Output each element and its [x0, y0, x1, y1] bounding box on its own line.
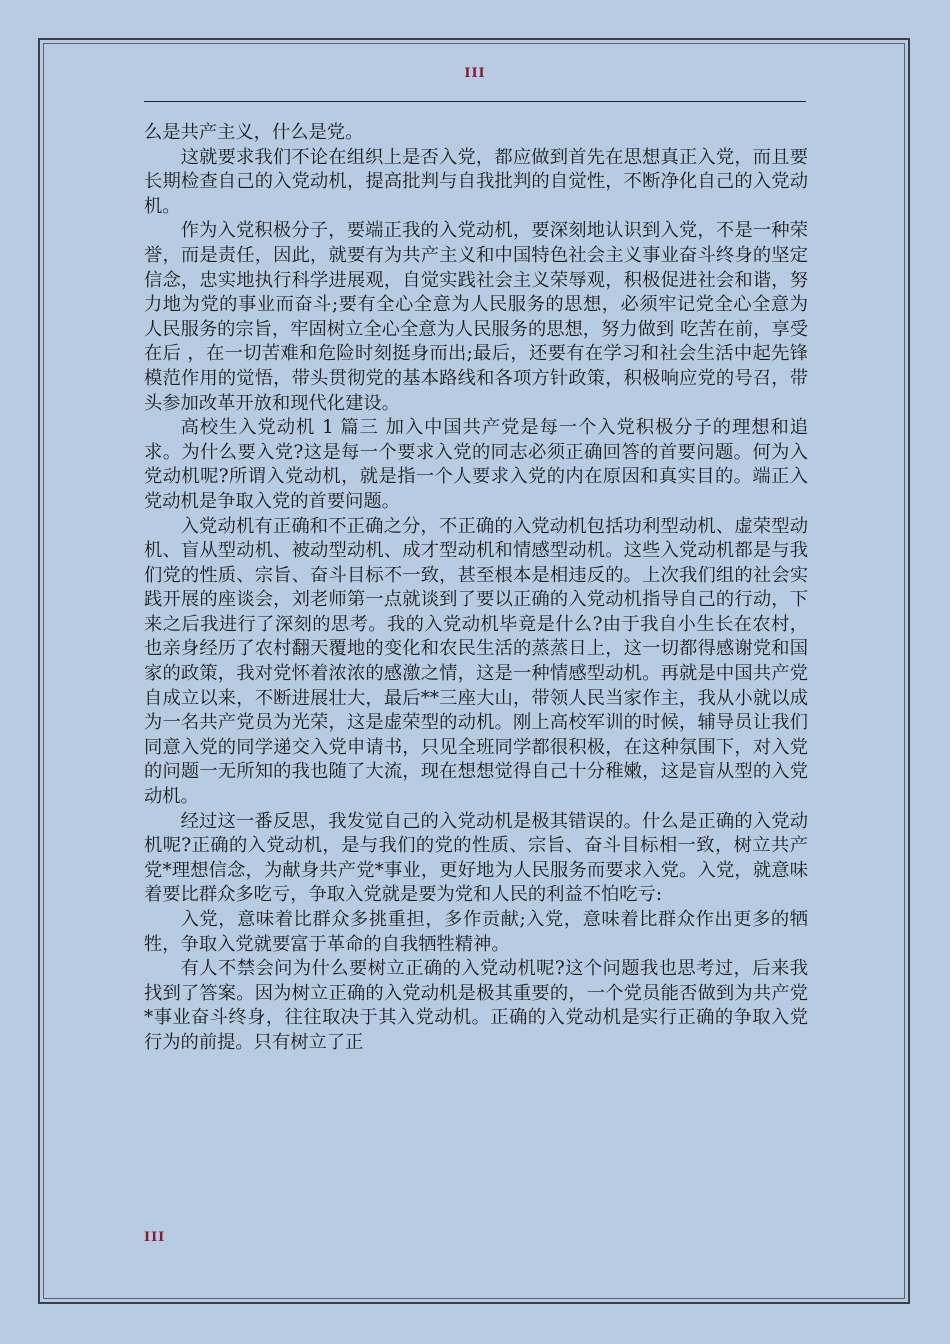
- header-divider: [144, 101, 806, 102]
- header-decoration: III: [464, 66, 486, 81]
- paragraph: 作为入党积极分子，要端正我的入党动机，要深刻地认识到入党，不是一种荣誉，而是责任，因此，就要有为共产主义和中国特色社会主义事业奋斗终身的坚定信念，忠实地执行科学进展观，自觉实践社会主义荣辱观，积极促进社会和谐，努力地为党的事业而奋斗;要有全心全意为人民服务的思想，必须牢记党全心全意为人民服务的宗旨，牢固树立全心全意为人民服务的思想，努力做到 吃苦在前，享受在后 ，在一切苦难和危险时刻挺身而出;最后，还要有在学习和社会生活中起先锋模范作用的觉悟，带头贯彻党的基本路线和各项方针政策，积极响应党的号召，带头参加改革开放和现代化建设。: [144, 220, 808, 414]
- paragraph: 经过这一番反思，我发觉自己的入党动机是极其错误的。什么是正确的入党动机呢?正确的入党动机，是与我们的党的性质、宗旨、奋斗目标相一致，树立共产党*理想信念，为献身共产党*事业，更好地为人民服务而要求入党。入党，就意味着要比群众多吃亏，争取入党就是要为党和人民的利益不怕吃亏:: [144, 810, 808, 906]
- paragraph: 么是共产主义，什么是党。: [144, 122, 364, 143]
- paragraph: 入党动机有正确和不正确之分，不正确的入党动机包括功利型动机、虚荣型动机、盲从型动机、被动型动机、成才型动机和情感型动机。这些入党动机都是与我们党的性质、宗旨、奋斗目标不一致，甚至根本是相违反的。上次我们组的社会实践开展的座谈会，刘老师第一点就谈到了要以正确的入党动机指导自己的行动，下来之后我进行了深刻的思考。我的入党动机毕竟是什么?由于我自小生长在农村，也亲身经历了农村翻天覆地的变化和农民生活的蒸蒸日上，这一切都得感谢党和国家的政策，我对党怀着浓浓的感激之情，这是一种情感型动机。再就是中国共产党自成立以来，不断进展壮大，最后**三座大山，带领人民当家作主，我从小就以成为一名共产党员为光荣，这是虚荣型的动机。刚上高校军训的时候，辅导员让我们同意入党的同学递交入党申请书，只见全班同学都很积极，在这种氛围下，对入党的问题一无所知的我也随了大流，现在想想觉得自己十分稚嫩，这是盲从型的入党动机。: [144, 515, 808, 808]
- footer-decoration: III: [144, 1230, 166, 1245]
- paragraph: 有人不禁会问为什么要树立正确的入党动机呢?这个问题我也思考过，后来我找到了答案。因为树立正确的入党动机是极其重要的，一个党员能否做到为共产党*事业奋斗终身，往往取决于其入党动机。正确的入党动机是实行正确的争取入党行为的前提。只有树立了正: [144, 958, 808, 1053]
- paragraph: 入党，意味着比群众多挑重担，多作贡献;入党，意味着比群众作出更多的牺牲，争取入党就要富于革命的自我牺牲精神。: [144, 909, 808, 955]
- paragraph: 高校生入党动机 1 篇三 加入中国共产党是每一个入党积极分子的理想和追求。为什么要入党?这是每一个要求入党的同志必须正确回答的首要问题。何为入党动机呢?所谓入党动机，就是指一个人要求入党的内在原因和真实目的。端正入党动机是争取入党的首要问题。: [144, 417, 808, 512]
- paragraph: 这就要求我们不论在组织上是否入党，都应做到首先在思想真正入党，而且要长期检查自己的入党动机，提高批判与自我批判的自觉性，不断净化自己的入党动机。: [144, 146, 808, 217]
- document-body: [144, 121, 808, 1056]
